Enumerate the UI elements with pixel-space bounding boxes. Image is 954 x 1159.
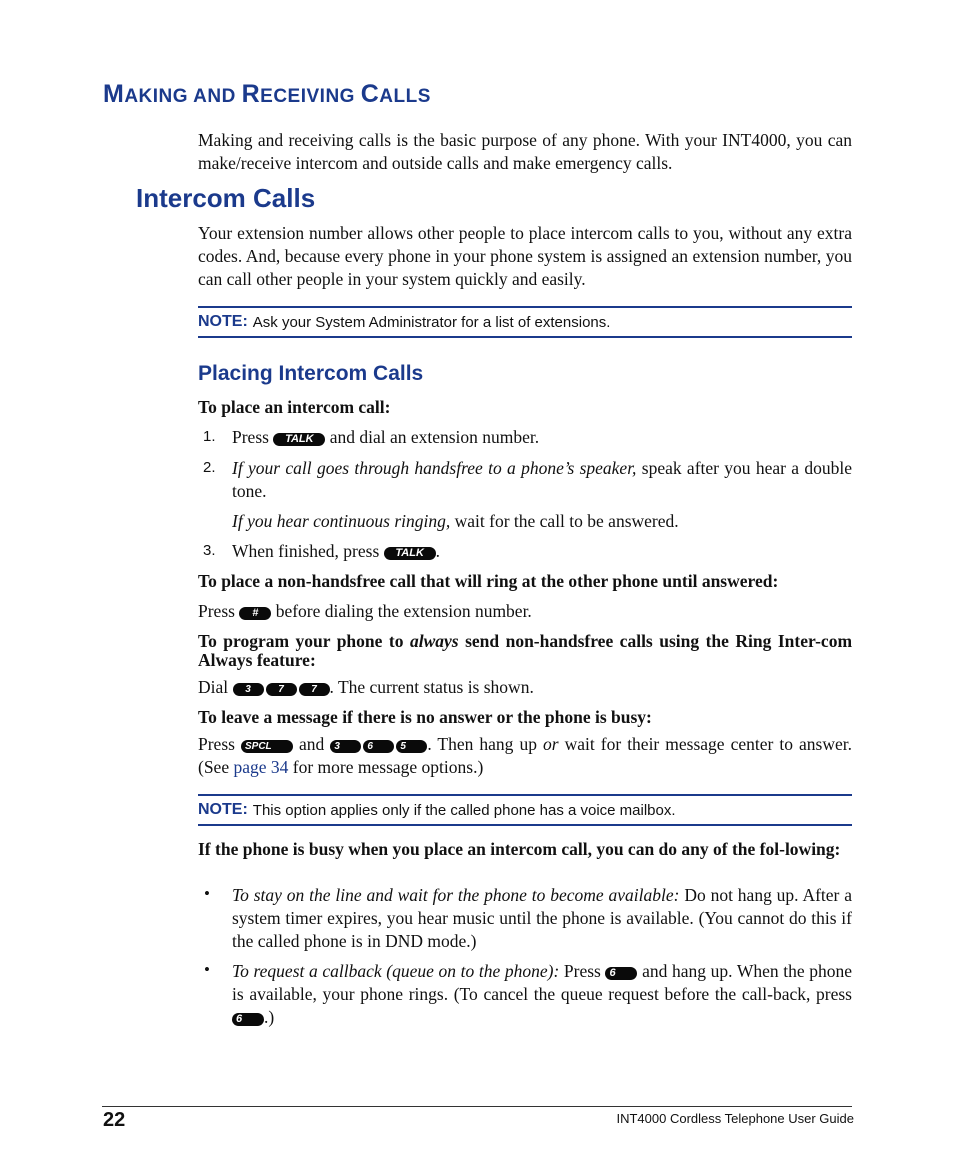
step-text: and <box>299 734 325 754</box>
program-heading <box>198 632 852 670</box>
heading-text: To program your phone to <box>198 631 404 651</box>
page-link[interactable]: page 34 <box>233 757 289 777</box>
heading-placing-intercom-calls: Placing Intercom Calls <box>198 362 424 385</box>
note-label: NOTE: <box>198 313 248 330</box>
step-text: before dialing the extension number. <box>275 601 532 621</box>
step-text: When finished, press <box>232 541 380 561</box>
bullet-dot: • <box>204 884 210 903</box>
step-number: 1. <box>203 428 216 445</box>
section-title <box>103 80 431 109</box>
title-part: AKING AND <box>124 86 242 107</box>
note-text: This option applies only if the called phone has a voice mailbox. <box>252 801 676 819</box>
step-text: . <box>435 541 441 561</box>
footer-rule <box>102 1106 852 1107</box>
title-part: C <box>360 80 380 108</box>
heading-text: send non-handsfree calls using the Ring Inter-com Always feature: <box>198 631 853 670</box>
bullet-text: and hang up. When the phone is available, your phone rings. (To cancel the queue request before the call-back, press <box>232 961 852 1004</box>
bullet-italic: To request a callback (queue on to the phone): <box>232 961 560 981</box>
bullet-text: .) <box>264 1007 275 1027</box>
key-3-icon: 3 <box>233 683 264 696</box>
title-part: M <box>103 80 125 108</box>
talk-key-icon: TALK <box>384 547 436 560</box>
dial-instruction <box>198 676 852 699</box>
bullet-text: Press <box>563 961 601 981</box>
to-place-heading: To place an intercom call: <box>198 397 391 417</box>
step-1 <box>232 426 852 449</box>
key-5-icon: 5 <box>396 740 427 753</box>
step-text: Press <box>232 427 269 447</box>
talk-key-icon: TALK <box>273 433 325 446</box>
note-box <box>198 306 852 338</box>
key-6-icon: 6 <box>605 967 637 980</box>
nonhandsfree-instruction <box>198 600 852 623</box>
key-7-icon: 7 <box>266 683 297 696</box>
bullet-item <box>232 884 852 953</box>
note-box <box>198 794 852 826</box>
hash-key-icon: # <box>239 607 271 620</box>
footer-guide-title: INT4000 Cordless Telephone User Guide <box>616 1111 854 1126</box>
step-2 <box>232 457 852 503</box>
step-text: wait for their message center to answer. (See <box>198 734 852 777</box>
key-6-icon: 6 <box>232 1013 264 1026</box>
bullet-italic: To stay on the line and wait for the phone to become available: <box>232 885 680 905</box>
step-number: 3. <box>203 542 216 559</box>
bullet-item <box>232 960 852 1029</box>
title-part: R <box>241 80 261 108</box>
key-6-icon: 6 <box>363 740 394 753</box>
heading-italic: always <box>409 631 459 651</box>
heading-intercom-calls: Intercom Calls <box>136 183 316 213</box>
note-label: NOTE: <box>198 801 248 818</box>
step-3 <box>232 540 852 563</box>
leave-message-heading: To leave a message if there is no answer or the phone is busy: <box>198 707 652 727</box>
step-text: Press <box>198 734 235 754</box>
note-text: Ask your System Administrator for a list of extensions. <box>252 313 611 331</box>
leave-message-instruction <box>198 733 852 779</box>
bullet-text: Do not hang up. After a system timer expires, you hear music until the phone is available. (You cannot do this if the called phone is in DND mode.) <box>232 885 852 951</box>
bullet-dot: • <box>204 960 210 979</box>
step-number: 2. <box>203 459 216 476</box>
step-text: . Then hang up <box>427 734 537 754</box>
page-number: 22 <box>103 1109 126 1131</box>
title-part: ECEIVING <box>260 86 361 107</box>
spcl-key-icon: SPCL <box>241 740 293 753</box>
intercom-paragraph: Your extension number allows other people to place intercom calls to you, without any extra codes. And, because every phone in your phone system is assigned an extension number, you can call other people in your system quickly and easily. <box>198 223 852 289</box>
nonhandsfree-heading: To place a non-handsfree call that will ring at the other phone until answered: <box>198 571 779 591</box>
key-3-icon: 3 <box>330 740 361 753</box>
step-text: for more message options.) <box>292 757 484 777</box>
key-7-icon: 7 <box>299 683 330 696</box>
key-sequence <box>330 740 427 753</box>
step-italic: If you hear continuous ringing, <box>232 511 451 531</box>
step-text: wait for the call to be answered. <box>454 511 679 531</box>
step-text: speak after you hear a double tone. <box>232 458 852 501</box>
key-sequence <box>233 683 330 696</box>
title-part: ALLS <box>379 86 431 107</box>
step-italic: If your call goes through handsfree to a phone’s speaker, <box>232 458 637 478</box>
step-text: and dial an extension number. <box>329 427 540 447</box>
intro-paragraph: Making and receiving calls is the basic purpose of any phone. With your INT4000, you can make/receive intercom and outside calls and make emergency calls. <box>198 130 852 173</box>
step-text: Dial <box>198 677 229 697</box>
step-2-continuation <box>232 510 852 533</box>
step-text: Press <box>198 601 235 621</box>
step-italic: or <box>543 734 559 754</box>
busy-heading: If the phone is busy when you place an intercom call, you can do any of the fol-lowing: <box>198 839 841 859</box>
step-text: . The current status is shown. <box>329 677 534 697</box>
